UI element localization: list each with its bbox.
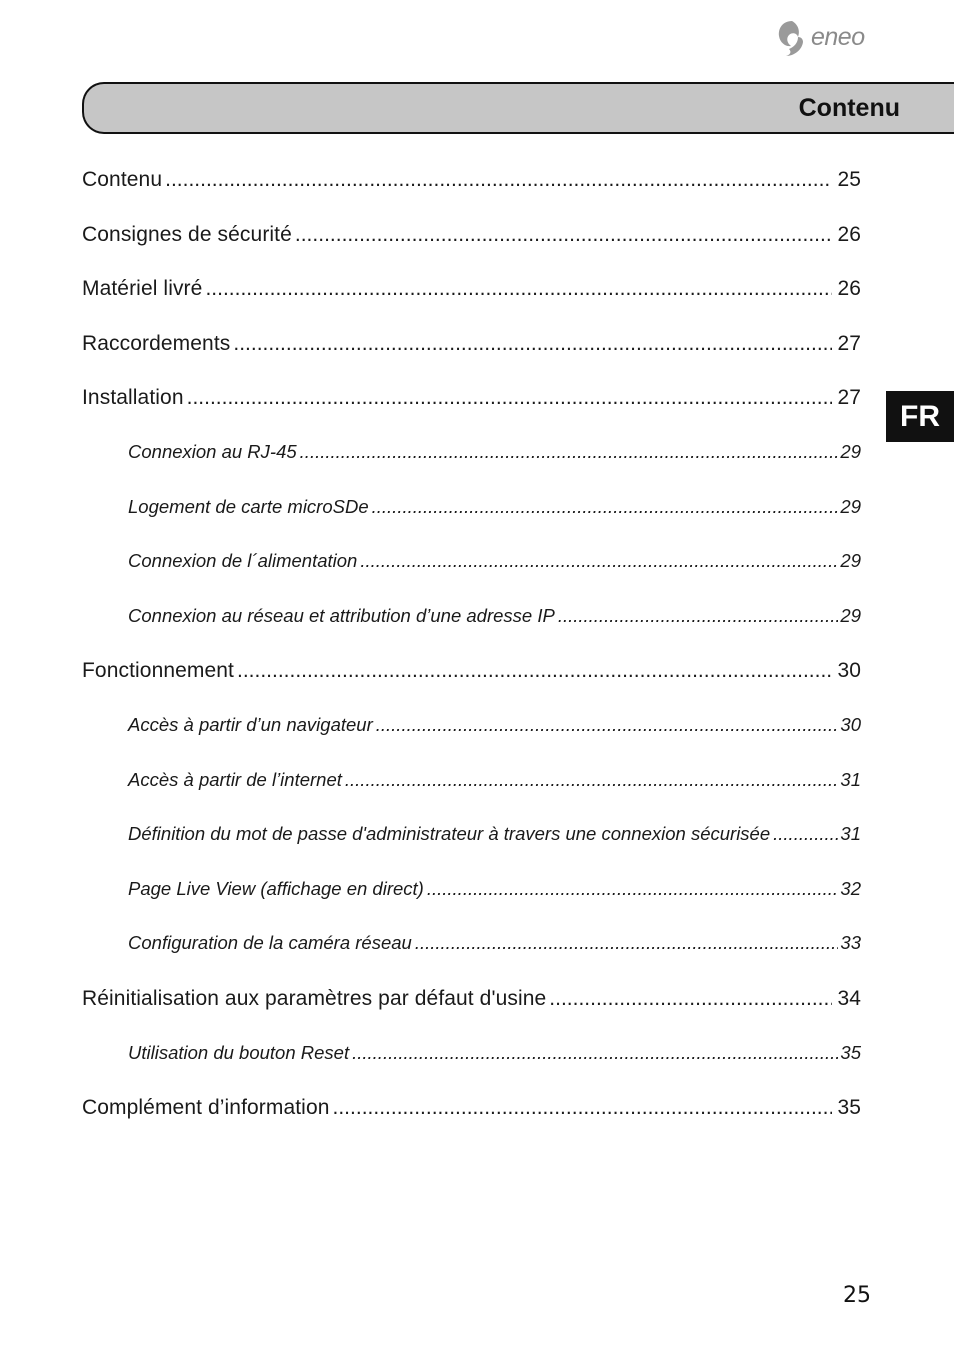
toc-entry[interactable] xyxy=(82,386,861,416)
toc-entry-title: Raccordements xyxy=(82,331,231,355)
brand-logo-text: eneo xyxy=(811,22,865,51)
toc-entry-page: 25 xyxy=(837,168,861,191)
toc-entry-page: 29 xyxy=(840,604,861,626)
toc-entry[interactable] xyxy=(128,496,861,526)
toc-dot-leader xyxy=(295,223,833,247)
toc-entry[interactable] xyxy=(82,659,861,689)
toc-entry-title: Définition du mot de passe d'administrateur à travers une connexion sécurisée xyxy=(128,823,771,845)
toc-dot-leader xyxy=(415,932,839,954)
language-tab xyxy=(886,391,954,442)
toc-entry-title: Page Live View (affichage en direct) xyxy=(128,877,424,899)
toc-entry-page: 29 xyxy=(840,550,861,572)
toc-entry-page: 33 xyxy=(840,932,861,954)
toc-entry-page: 35 xyxy=(840,1041,861,1063)
brand-logo xyxy=(776,18,876,58)
toc-entry-title: Réinitialisation aux paramètres par défaut d'usine xyxy=(82,987,547,1010)
toc-dot-leader xyxy=(205,277,832,301)
eneo-swirl-icon xyxy=(776,19,808,57)
toc-entry[interactable] xyxy=(128,823,861,853)
toc-dot-leader xyxy=(345,769,839,791)
toc-entry-page: 32 xyxy=(840,877,861,899)
toc-entry-title: Connexion au RJ-45 xyxy=(128,441,297,462)
toc-entry-title: Logement de carte microSDe xyxy=(128,495,369,517)
toc-dot-leader xyxy=(165,168,832,192)
toc-dot-leader xyxy=(549,987,832,1011)
toc-entry-title: Consignes de sécurité xyxy=(82,222,292,246)
toc-entry-title: Complément d’information xyxy=(82,1096,330,1120)
toc-entry-page: 30 xyxy=(840,714,861,735)
toc-entry[interactable] xyxy=(128,714,861,744)
toc-dot-leader xyxy=(237,659,832,683)
toc-entry[interactable] xyxy=(128,932,861,962)
toc-dot-leader xyxy=(300,441,839,463)
toc-dot-leader xyxy=(333,1096,833,1120)
toc-entry-title: Installation xyxy=(82,386,184,410)
toc-entry[interactable] xyxy=(128,878,861,908)
toc-entry-page: 26 xyxy=(837,277,861,301)
toc-entry-page: 30 xyxy=(837,659,861,683)
toc-entry-title: Contenu xyxy=(82,168,163,191)
toc-entry[interactable] xyxy=(128,550,861,580)
toc-entry[interactable] xyxy=(82,223,861,253)
toc-entry-page: 29 xyxy=(840,441,861,462)
toc-entry[interactable] xyxy=(128,769,861,799)
toc-entry-page: 27 xyxy=(837,386,861,410)
toc-dot-leader xyxy=(372,496,839,518)
toc-entry[interactable] xyxy=(128,1042,861,1072)
toc-entry-title: Connexion au réseau et attribution d’une adresse IP xyxy=(128,604,555,626)
toc-entry-page: 31 xyxy=(840,823,861,845)
toc-dot-leader xyxy=(376,714,839,736)
toc-dot-leader xyxy=(233,332,832,356)
toc-entry-title: Utilisation du bouton Reset xyxy=(128,1041,350,1063)
toc-entry[interactable] xyxy=(82,1096,861,1126)
toc-entry[interactable] xyxy=(128,441,861,471)
toc-entry[interactable] xyxy=(128,605,861,635)
toc-entry[interactable] xyxy=(82,277,861,307)
toc-entry-title: Accès à partir de l’internet xyxy=(128,768,342,790)
toc-dot-leader xyxy=(427,878,839,900)
page-number: 25 xyxy=(843,1283,871,1308)
toc-entry-title: Fonctionnement xyxy=(82,659,234,683)
toc-entry-page: 31 xyxy=(840,768,861,790)
toc-dot-leader xyxy=(360,550,838,572)
toc-entry-page: 34 xyxy=(837,987,861,1010)
toc-entry[interactable] xyxy=(82,987,861,1017)
toc-entry-title: Configuration de la caméra réseau xyxy=(128,932,412,954)
toc-dot-leader xyxy=(773,823,838,845)
toc-dot-leader xyxy=(352,1042,838,1064)
language-tab-label: FR xyxy=(900,399,940,433)
toc-dot-leader xyxy=(187,386,833,410)
toc-entry[interactable] xyxy=(82,168,861,198)
toc-entry-title: Accès à partir d’un navigateur xyxy=(128,714,373,735)
toc-entry-page: 27 xyxy=(837,331,861,355)
toc-entry[interactable] xyxy=(82,332,861,362)
toc-entry-page: 35 xyxy=(837,1096,861,1120)
toc-entry-title: Matériel livré xyxy=(82,277,203,301)
toc-entry-page: 29 xyxy=(840,495,861,517)
toc-entry-title: Connexion de l´alimentation xyxy=(128,550,358,572)
toc-dot-leader xyxy=(558,605,839,627)
toc-entry-page: 26 xyxy=(837,222,861,246)
page-title: Contenu xyxy=(798,94,900,122)
section-header-bar xyxy=(82,82,954,134)
